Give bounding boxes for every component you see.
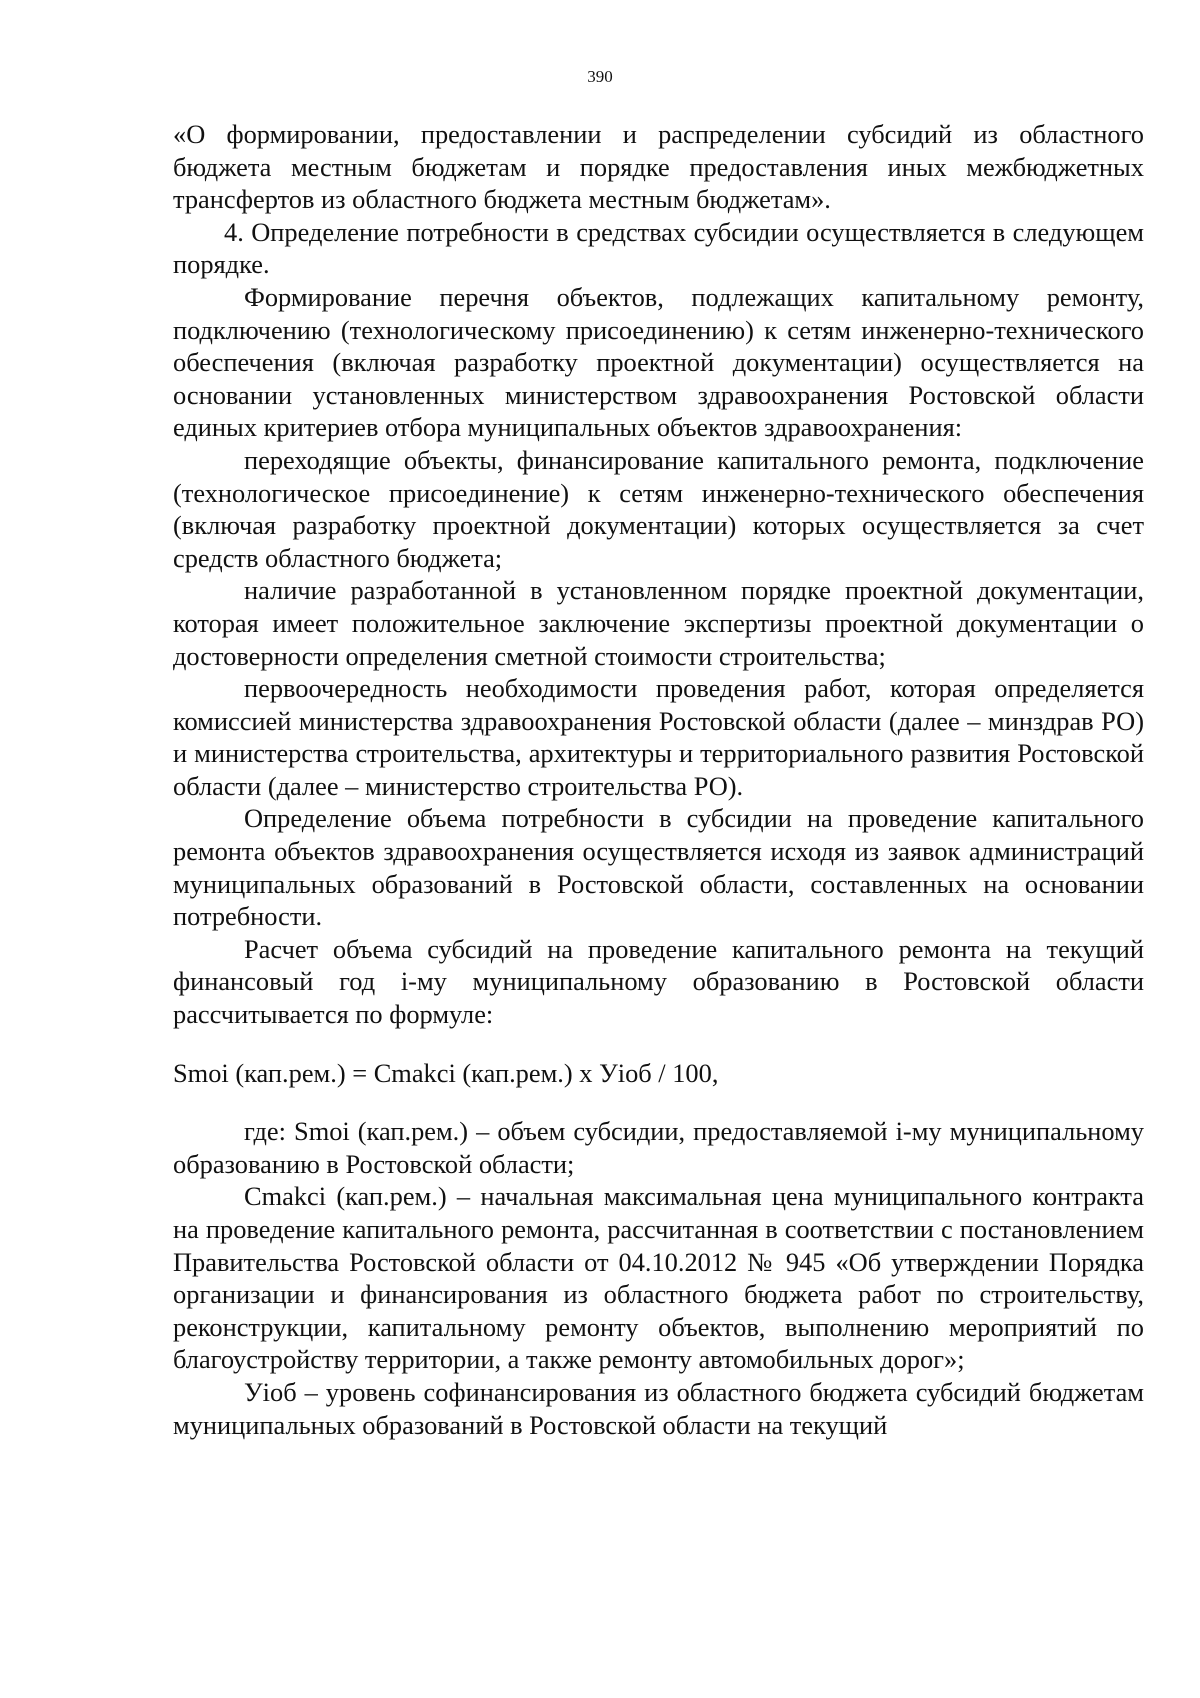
page-number: 390 <box>587 67 613 86</box>
paragraph-continuation: «О формировании, предоставлении и распределении субсидий из областного бюджета местным бюджетам и порядке предоставления иных межбюджетных трансфертов из областного бюджета местным бюджетам». <box>173 119 1144 215</box>
paragraph-cmakci: Cmakci (кап.рем.) – начальная максимальная цена муниципального контракта на проведение капитального ремонта, рассчитанная в соответствии с постановлением Правительства Ростовской области от 04.10.2012 № 945 «Об утверждении Порядка организации и финансирования из областного бюджета работ по строительству, реконструкции, капитальному ремонту объектов, выполнению мероприятий по благоустройству территории, а также ремонту автомобильных дорог»; <box>173 1181 1144 1375</box>
document-body <box>173 118 1144 1441</box>
paragraph-criterion-documentation: наличие разработанной в установленном порядке проектной документации, которая имеет положительное заключение экспертизы проектной документации о достоверности определения сметной стоимости строительства; <box>173 575 1144 671</box>
paragraph-criterion-transitional: переходящие объекты, финансирование капитального ремонта, подключение (технологическое присоединение) к сетям инженерно-технического обеспечения (включая разработку проектной документации) которых осуществляется за счет средств областного бюджета; <box>173 444 1144 573</box>
paragraph-item-4: 4. Определение потребности в средствах субсидии осуществляется в следующем порядке. <box>173 216 1144 280</box>
paragraph-volume-determination: Определение объема потребности в субсидии на проведение капитального ремонта объектов здравоохранения осуществляется исходя из заявок администраций муниципальных образований в Ростовской области, составленных на основании потребности. <box>173 803 1144 932</box>
paragraph-uiob: Уioб – уровень софинансирования из областного бюджета субсидий бюджетам муниципальных образований в Ростовской области на текущий <box>173 1376 1144 1440</box>
paragraph-calculation-intro: Расчет объема субсидий на проведение капитального ремонта на текущий финансовый год i-му муниципальному образованию в Ростовской области рассчитывается по формуле: <box>173 933 1144 1030</box>
paragraph-criterion-priority: первоочередность необходимости проведения работ, которая определяется комиссией министерства здравоохранения Ростовской области (далее – минздрав РО) и министерства строительства, архитектуры и территориального развития Ростовской области (далее – министерство строительства РО). <box>173 673 1144 801</box>
formula: Smoi (кап.рем.) = Cmakci (кап.рем.) х Уioб / 100, <box>173 1057 719 1088</box>
paragraph-where-smoi: где: Smoi (кап.рем.) – объем субсидии, предоставляемой i-му муниципальному образованию в Ростовской области; <box>173 1116 1144 1179</box>
paragraph-objects-list: Формирование перечня объектов, подлежащих капитальному ремонту, подключению (технологическому присоединению) к сетям инженерно-технического обеспечения (включая разработку проектной документации) осуществляется на основании установленных министерством здравоохранения Ростовской области единых критериев отбора муниципальных объектов здравоохранения: <box>173 281 1144 443</box>
